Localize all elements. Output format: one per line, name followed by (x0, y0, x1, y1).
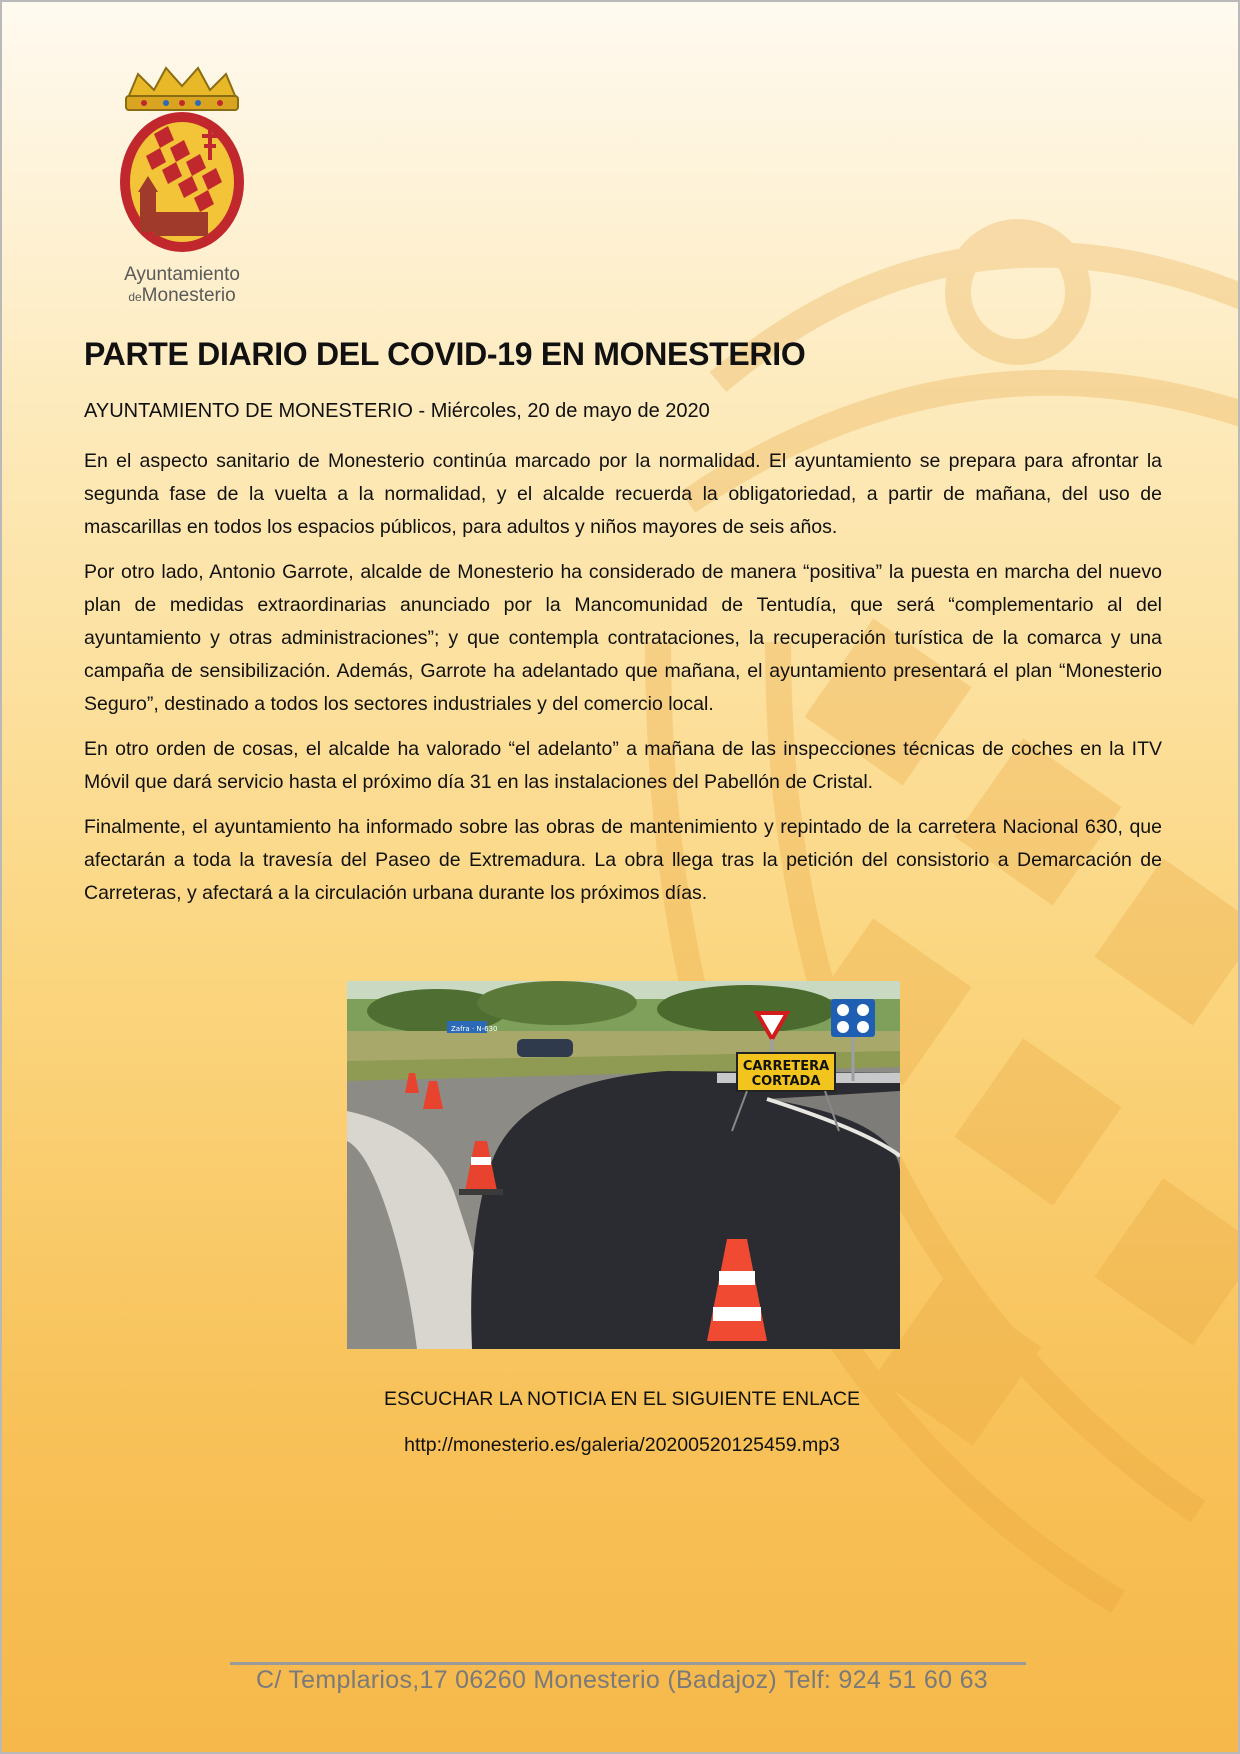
paragraph-4: Finalmente, el ayuntamiento ha informado sobre las obras de mantenimiento y repintado de la carretera Nacional 630, que afectarán a toda la travesía del Paseo de Extremadura. La obra llega tras la petición del consistorio a Demarcación de Carreteras, y afectará a la circulación urbana durante los próximos días. (84, 816, 1162, 904)
footer-divider (230, 1662, 1026, 1665)
paragraph-1: En el aspecto sanitario de Monesterio continúa marcado por la normalidad. El ayuntamiento se prepara para afrontar la segunda fase de la vuelta a la normalidad, y el alcalde recuerda la obligatoriedad, a partir de mañana, del uso de mascarillas en todos los espacios públicos, para adultos y niños mayores de seis años. (84, 450, 1162, 538)
paragraph-3: En otro orden de cosas, el alcalde ha valorado “el adelanto” a mañana de las inspecciones técnicas de coches en la ITV Móvil que dará servicio hasta el próximo día 31 en las instalaciones del Pabellón de Cristal. (84, 738, 1162, 793)
listen-label: ESCUCHAR LA NOTICIA EN EL SIGUIENTE ENLACE (383, 1388, 861, 1410)
coat-of-arms-icon (114, 64, 250, 260)
direction-sign-text: Zafra · N-630 (451, 1025, 498, 1033)
article-body (84, 445, 1162, 922)
logo-line-1: Ayuntamiento (124, 264, 240, 285)
logo-line-2-prefix: de (128, 290, 142, 304)
paragraph-2: Por otro lado, Antonio Garrote, alcalde de Monesterio ha considerado de manera “positiva” la puesta en marcha del nuevo plan de medidas extraordinarias anunciado por la Mancomunidad de Tentudía, que será “complementario al del ayuntamiento y otras administraciones”; y que contempla contrataciones, la recuperación turística de la comarca y una campaña de sensibilización. Además, Garrote ha adelantado que mañana, el ayuntamiento presentará el plan “Monesterio Seguro”, destinado a todos los sectores industriales y del comercio local. (84, 561, 1162, 715)
article-byline: AYUNTAMIENTO DE MONESTERIO - Miércoles, 20 de mayo de 2020 (84, 400, 710, 422)
page-title: PARTE DIARIO DEL COVID-19 EN MONESTERIO (84, 336, 806, 372)
road-closed-sign-line-1: CARRETERA (742, 1059, 830, 1074)
audio-link[interactable]: http://monesterio.es/galeria/20200520125459.mp3 (404, 1434, 840, 1456)
logo-line-2: Monesterio (141, 285, 236, 306)
road-works-photo (347, 981, 900, 1349)
municipality-logo (102, 64, 262, 308)
footer-address: C/ Templarios,17 06260 Monesterio (Badajoz) Telf: 924 51 60 63 (255, 1666, 988, 1694)
road-closed-sign-line-2: CORTADA (751, 1074, 821, 1089)
